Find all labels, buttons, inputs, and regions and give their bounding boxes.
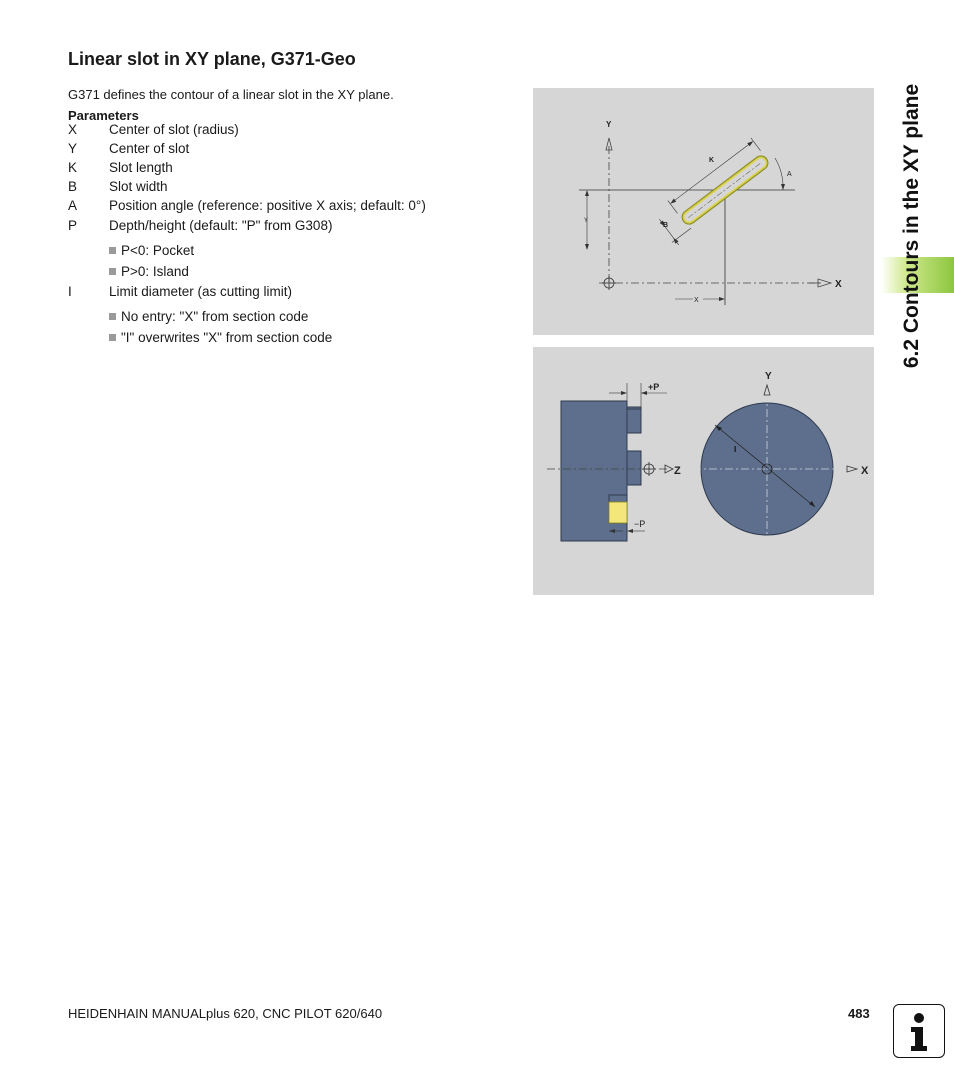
chapter-tab-label: 6.2 Contours in the XY plane bbox=[900, 83, 923, 369]
param-desc: Slot width bbox=[109, 179, 168, 194]
param-code: Y bbox=[68, 141, 78, 156]
fig2-plus-p-label: +P bbox=[648, 382, 660, 392]
param-desc: Limit diameter (as cutting limit) bbox=[109, 284, 293, 299]
page-title: Linear slot in XY plane, G371-Geo bbox=[68, 49, 356, 69]
fig2-y-axis-label: Y bbox=[765, 371, 772, 382]
fig1-a-label: A bbox=[787, 171, 792, 178]
fig2-x-axis-label: X bbox=[861, 465, 869, 477]
slot-geometry-figure bbox=[533, 88, 874, 335]
fig1-y-axis-label: Y bbox=[606, 120, 612, 129]
info-icon bbox=[893, 1004, 945, 1058]
fig2-minus-p-label: −P bbox=[634, 519, 646, 529]
param-code: P bbox=[68, 218, 78, 233]
bullet-square-icon bbox=[109, 268, 116, 275]
slot-shape bbox=[650, 138, 776, 247]
param-desc: Position angle (reference: positive X axis; default: 0°) bbox=[109, 198, 426, 213]
param-b bbox=[68, 179, 488, 197]
param-p bbox=[68, 218, 488, 236]
fig1-b-label: B bbox=[663, 222, 669, 229]
param-desc: Depth/height (default: "P" from G308) bbox=[109, 218, 333, 233]
param-desc: Center of slot (radius) bbox=[109, 122, 239, 137]
param-code: B bbox=[68, 179, 78, 194]
param-code: A bbox=[68, 198, 78, 213]
fig1-x-dim-label: X bbox=[694, 297, 699, 304]
footer-text: HEIDENHAIN MANUALplus 620, CNC PILOT 620/640 bbox=[68, 1006, 383, 1021]
param-desc: Center of slot bbox=[109, 141, 190, 156]
bullet-square-icon bbox=[109, 334, 116, 341]
bullet-text: "I" overwrites "X" from section code bbox=[121, 330, 333, 345]
i-option-no-entry bbox=[109, 309, 308, 324]
param-code: K bbox=[68, 160, 78, 175]
fig1-k-label: K bbox=[709, 157, 715, 164]
fig1-y-dim-label: Y bbox=[584, 218, 589, 224]
param-code: I bbox=[68, 284, 72, 299]
p-option-island bbox=[109, 264, 189, 279]
bullet-square-icon bbox=[109, 313, 116, 320]
param-k bbox=[68, 160, 488, 178]
param-code: X bbox=[68, 122, 78, 137]
param-a bbox=[68, 198, 488, 216]
param-desc: Slot length bbox=[109, 160, 173, 175]
page-number: 483 bbox=[848, 1006, 870, 1021]
i-option-overwrites bbox=[109, 330, 332, 345]
fig2-z-axis-label: Z bbox=[674, 465, 681, 477]
section-view-figure bbox=[533, 347, 874, 595]
bullet-text: P<0: Pocket bbox=[121, 243, 195, 258]
bullet-square-icon bbox=[109, 247, 116, 254]
fig2-i-label: I bbox=[734, 445, 737, 454]
param-y bbox=[68, 141, 488, 159]
parameters-heading: Parameters bbox=[68, 108, 139, 123]
p-option-pocket bbox=[109, 243, 194, 258]
param-x bbox=[68, 122, 488, 140]
fig1-x-axis-label: X bbox=[835, 279, 842, 290]
bullet-text: No entry: "X" from section code bbox=[121, 309, 309, 324]
bullet-text: P>0: Island bbox=[121, 264, 189, 279]
param-i bbox=[68, 284, 488, 302]
pocket-shape bbox=[609, 502, 627, 523]
intro-text: G371 defines the contour of a linear slot in the XY plane. bbox=[68, 87, 394, 102]
